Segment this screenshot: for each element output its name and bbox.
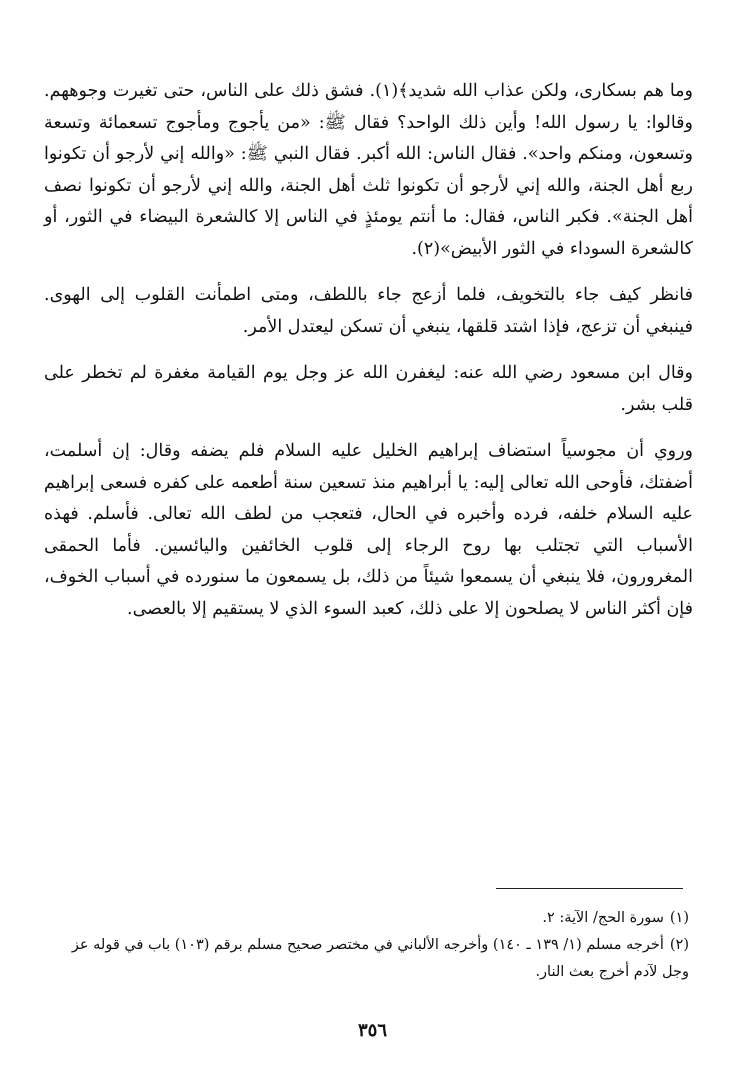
page-number: ٣٥٦ xyxy=(357,1020,387,1041)
footnote-2 xyxy=(44,932,689,986)
footnote-separator xyxy=(496,888,683,889)
footnote-number: (١) xyxy=(669,910,689,926)
paragraph-1: وما هم بسكارى، ولكن عذاب الله شديد﴾(١). فشق ذلك على الناس، حتى تغيرت وجوههم. وقالوا: يا رسول الله! وأين ذلك الواحد؟ فقال ﷺ: «من يأجوج ومأجوج تسعمائة وتسعة وتسعون، ومنكم واحد». فقال الناس: الله أكبر. فقال النبي ﷺ: «والله إني لأرجو أن تكونوا ربع أهل الجنة، والله إني لأرجو أن تكونوا ثلث أهل الجنة، والله إني لأرجو أن تكونوا نصف أهل الجنة». فكبر الناس، فقال: ما أنتم يومئذٍ في الناس إلا كالشعرة البيضاء في الثور، أو كالشعرة السوداء في الثور الأبيض»(٢). xyxy=(44,81,693,259)
paragraph-2: فانظر كيف جاء بالتخويف، فلما أزعج جاء باللطف، ومتى اطمأنت القلوب إلى الهوى. فينبغي أن تزعج، فإذا اشتد قلقها، ينبغي أن تسكن ليعتدل الأمر. xyxy=(44,285,693,337)
footnotes xyxy=(44,905,689,986)
page-body xyxy=(44,76,693,640)
footnote-text: أخرجه مسلم (١/ ١٣٩ ـ ١٤٠) وأخرجه الألباني في مختصر صحيح مسلم برقم (١٠٣) باب في قوله عز وجل لآدم أخرج بعث النار. xyxy=(71,937,689,980)
footnote-1 xyxy=(44,905,689,932)
footnote-number: (٢) xyxy=(669,937,689,953)
footnote-text: سورة الحج/ الآية: ٢. xyxy=(542,910,664,926)
paragraph-4: وروي أن مجوسياً استضاف إبراهيم الخليل عليه السلام فلم يضفه وقال: إن أسلمت، أضفتك، فأوحى الله تعالى إليه: يا أبراهيم منذ تسعين سنة أطعمه على كفره فسعى إبراهيم عليه السلام خلفه، فرده وأخبره في الحال، فتعجب من لطف الله تعالى. فأسلم. فهذه الأسباب التي تجتلب بها روح الرجاء إلى قلوب الخائفين واليائسين. فأما الحمقى المغرورون، فلا ينبغي أن يسمعوا شيئاً من ذلك، بل يسمعون ما سنورده في أسباب الخوف، فإن أكثر الناس لا يصلحون إلا على ذلك، كعبد السوء الذي لا يستقيم إلا بالعصى. xyxy=(44,441,693,619)
paragraph-3: وقال ابن مسعود رضي الله عنه: ليغفرن الله عز وجل يوم القيامة مغفرة لم تخطر على قلب بشر. xyxy=(44,363,693,415)
